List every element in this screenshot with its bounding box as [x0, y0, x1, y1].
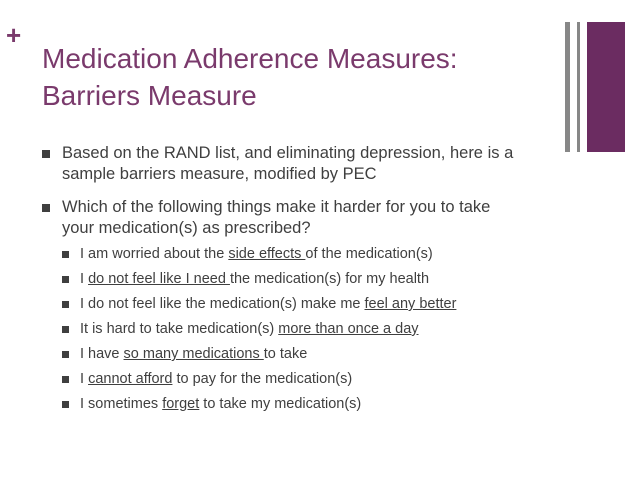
square-bullet-icon	[62, 326, 69, 333]
sub-bullet-underlined-text: more than once a day	[278, 321, 419, 337]
sub-bullet-text: to take	[263, 346, 308, 362]
title-line-1: Medication Adherence Measures:	[42, 43, 458, 74]
sub-bullet-item	[62, 270, 552, 289]
bullet-text-line: Which of the following things make it harder for you to take	[62, 198, 491, 216]
sub-bullet-underlined-text: do not feel like I need	[88, 271, 230, 287]
sub-bullet-item	[62, 245, 552, 264]
square-bullet-icon	[62, 251, 69, 258]
sub-bullet-text: I	[80, 371, 89, 387]
sub-bullet-text: of the medication(s)	[305, 246, 433, 262]
sub-bullet-text: I am worried about the	[80, 246, 229, 262]
bullet-item	[42, 143, 552, 185]
slide-content	[42, 143, 552, 426]
decorative-line	[577, 22, 580, 152]
sub-bullet-underlined-text: cannot afford	[88, 371, 173, 387]
square-bullet-icon	[42, 150, 50, 158]
title-line-2: Barriers Measure	[42, 80, 257, 111]
sub-bullet-text: I	[80, 271, 89, 287]
sub-bullet-text: I sometimes	[80, 396, 163, 412]
sub-bullet-text: I have	[80, 346, 124, 362]
square-bullet-icon	[62, 276, 69, 283]
slide-title	[42, 40, 542, 114]
sub-bullet-item	[62, 320, 552, 339]
sub-bullet-item	[62, 395, 552, 414]
sub-bullet-underlined-text: feel any better	[364, 296, 457, 312]
plus-icon: +	[6, 20, 22, 50]
sub-bullet-item	[62, 370, 552, 389]
decorative-bars	[565, 22, 625, 152]
sub-bullet-underlined-text: side effects	[228, 246, 306, 262]
sub-bullet-underlined-text: so many medications	[123, 346, 264, 362]
square-bullet-icon	[42, 204, 50, 212]
sub-bullet-list	[62, 245, 552, 414]
decorative-block	[587, 22, 625, 152]
sub-bullet-text: the medication(s) for my health	[229, 271, 430, 287]
square-bullet-icon	[62, 301, 69, 308]
sub-bullet-item	[62, 345, 552, 364]
bullet-item	[42, 197, 552, 414]
bullet-text-line: Based on the RAND list, and eliminating depression, here is a	[62, 144, 514, 162]
sub-bullet-text: to pay for the medication(s)	[172, 371, 353, 387]
decorative-line	[565, 22, 570, 152]
sub-bullet-item	[62, 295, 552, 314]
bullet-text-line: your medication(s) as prescribed?	[62, 219, 311, 237]
square-bullet-icon	[62, 401, 69, 408]
sub-bullet-text: It is hard to take medication(s)	[80, 321, 279, 337]
square-bullet-icon	[62, 376, 69, 383]
square-bullet-icon	[62, 351, 69, 358]
sub-bullet-text: I do not feel like the medication(s) make me	[80, 296, 365, 312]
sub-bullet-underlined-text: forget	[162, 396, 200, 412]
sub-bullet-text: to take my medication(s)	[199, 396, 362, 412]
bullet-text-line: sample barriers measure, modified by PEC	[62, 165, 377, 183]
